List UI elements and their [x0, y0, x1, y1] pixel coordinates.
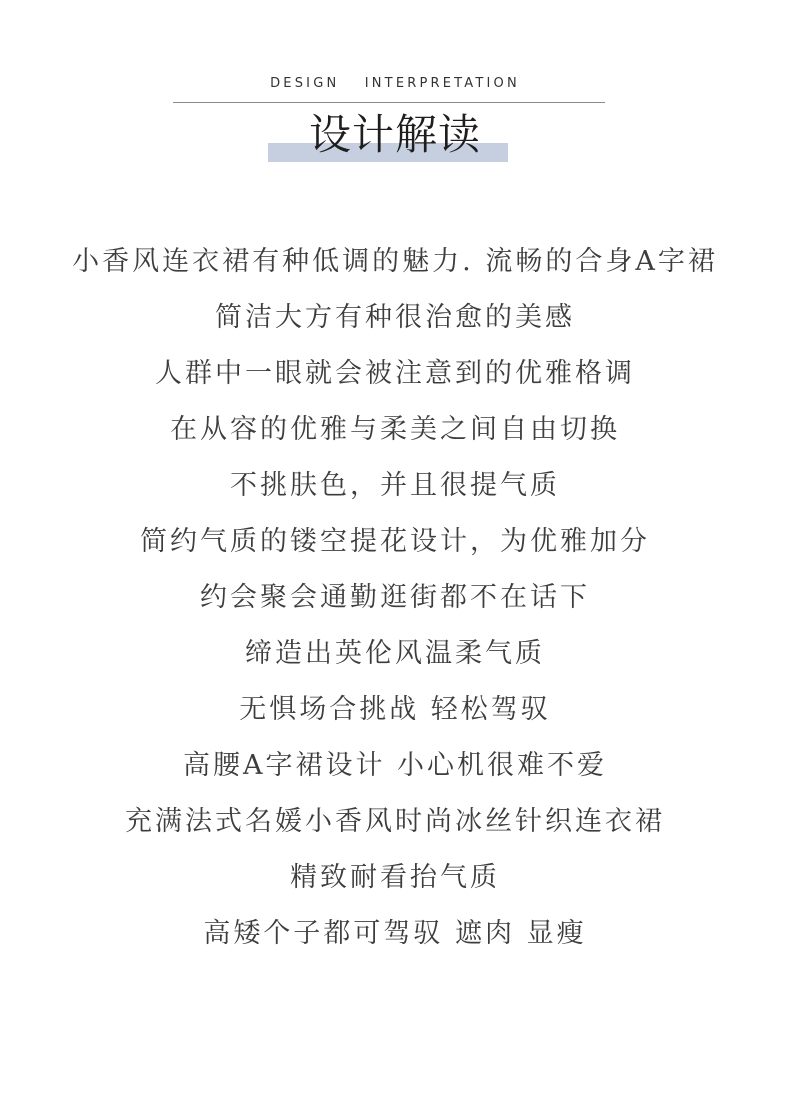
- section-subtitle: DESIGN INTERPRETATION: [270, 76, 520, 91]
- description-line: 简洁大方有种很治愈的美感: [215, 302, 575, 333]
- description-line: 不挑肤色，并且很提气质: [230, 470, 560, 501]
- description-line: 高矮个子都可驾驭 遮肉 显瘦: [203, 918, 587, 949]
- header-divider: [173, 102, 605, 103]
- description-line: 小香风连衣裙有种低调的魅力. 流畅的合身A字裙: [72, 246, 718, 277]
- description-line: 充满法式名媛小香风时尚冰丝针织连衣裙: [125, 806, 665, 837]
- description-list: [0, 238, 790, 966]
- description-line: 无惧场合挑战 轻松驾驭: [239, 694, 551, 725]
- description-line: 约会聚会通勤逛街都不在话下: [200, 582, 590, 613]
- description-line: 高腰A字裙设计 小心机很难不爱: [182, 750, 608, 781]
- description-line: 简约气质的镂空提花设计，为优雅加分: [140, 526, 650, 557]
- description-line: 人群中一眼就会被注意到的优雅格调: [155, 358, 635, 389]
- description-line: 精致耐看抬气质: [290, 862, 500, 893]
- description-line: 在从容的优雅与柔美之间自由切换: [170, 414, 620, 445]
- description-line: 缔造出英伦风温柔气质: [245, 638, 545, 669]
- section-title: 设计解读: [308, 110, 481, 159]
